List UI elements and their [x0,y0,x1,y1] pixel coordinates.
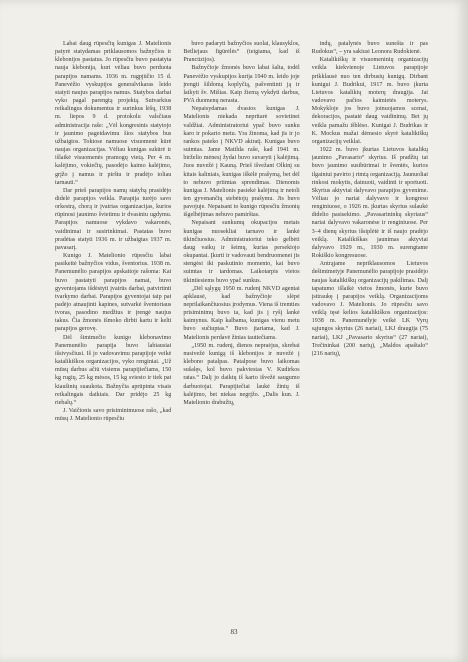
paragraph: Labai daug rūpesčių kunigas J. Matelionis patyrė statydamas priklausomos bažnyčios ir klebonijos pastatus. Jo rūpesčiu buvo pastatyta nauja klebonija, kuri vėliau buvo perduota parapijos namams. 1936 m. rugpjūčio 15 d. Panevėžio vyskupijos generalvikaras leido statyti naujus parapijos namus. Statybos darbai vyko pagal parengtą projektą. Sutvarkius reikalingus dokumentus ir surinkus lėšų, 1938 m. liepos 9 d. protokolu valsčiaus administracija raše: „Vėl kongresinis statytojo ir jaunimo pageidavimu šios statybos bus užbaigtos. Toktose namuose visuomenė kūrė naujas organizacijas. Vėliau kunigas sukūrė ir išlaikė visuomenės pramogų vietą. Per 4 m. kalėjimo, vokiečių, pasodėjo kaimo kalėjimo, grįžo į namus ir pirštu ir pradėjo toliau tarnauti.“ [55,41,172,186]
paragraph: indų, patalynės buvo sunešta ir pas Rudokus“, – yra sakiusi Leonora Rudokienė. [311,41,428,56]
paragraph: Nepaisydamas dvasios kunigas J. Matelionis niekada nepritarė sovietinei valdžiai. Administratoriui ypač buvo sunku karo ir pokario metu. Yra žinoma, kad jis ir jo rankos pateko į NKVD akiratį. Kunigas buvo suimtas. Jame Matilda raše, kad 1941 m. birželio mėnesį žydai buvo suvaryti į kalėjimą. Juos nuvežė į Kauną. Prieš išvežant Olkinį su kitais kaliniais, kunigas iškėlė prašymą, bet dėl to nebuvo priimtas sprendimas. Dienomis kunigas J. Matelionis pasiekė kalėjimą ir netoli ten gyvenančių stebėtojų prašymu. Jis buvo pavojuje. Nepaisant to kunigo rūpesčiu žmonių išgelbėjimas nebuvo pamirštas. [183,106,300,219]
column-right [312,40,428,600]
paragraph: Katalikiškų ir visuomeninių organizacijų veikla kiekvienoje Lietuvos parapijoje prikklausė nuo ten dirbusių kunigų. Dirbant kunigui J. Budrikui, 1917 m. buvo įkurta Lietuvos katalikių moterų draugija. Jai vadovavo pačios kaimietės moterys. Mokykloje jos buvo joinuojamos scenai, dekoracijos, pastatė daug vaidinimų. Bet jų veikla pamažu išblėso. Kunigai J. Budrikas ir K. Mockus mažai dėmesio skyrė katalikiškų organizacijų veiklai. [311,57,428,145]
paragraph: Nepaisant sunkumų okupacijos metais kunigas nuosekliai tarnavo ir lankė tikinčiuosius. Administratoriui teko gelbėti daug vaikų ir šeimų, kurias persekiojo okupantai. Įkurti ir vadovauti bendruomenei jis stengėsi iki paskutinio momento, kai buvo suimtas ir tardomas. Laikotarpis vietos tikintiesiems buvo ypač sunkus. [183,220,300,284]
paragraph: buvo padaryti bažnyčios suolai, klausyklos, Betliejaus figūrėlės“ (teigiama, kad iš Prancūzijos). [183,41,300,64]
paragraph: Bažnyčioje žmonės buvo labai šalta, todėl Panevėžio vyskupijos kurija 1940 m. leido joje įrengti šildomą koplyčią, pašventinti ją ir laikyti šv. Mišias. Kaip žiemą vykdyti darbus, PVA duomenų nerasta. [183,65,300,105]
column-left [55,40,171,600]
page-number: 83 [230,628,238,636]
paragraph: Kunigo J. Matelionio rūpesčiu labai pasikeitė bažnyčios vidus, šventorius. 1938 m. Panemunėlio parapijos apskaitoje rašoma: Kai buvo pastatyti parapijos namai, buvo gyventojams išdėstyti įvairūs darbai, patvirtinti tvarkymo darbai. Parapijos gyventojai taip pat padėjo atnaujinti kapines, sutvarkė šventoriaus tvoras, pasodino medžius ir įrengė naujus takus. Čia žmonės išmoko dirbti kartu ir kelti parapijos gerovę. [55,253,172,333]
paragraph: „Dėl sąlygų 1950 m. rudenį NKVD agentai apklausė, kad bažnyčioje slėpė neprilaikančiuosius įrodymus. Viena iš tremties prisiminimų buvo ta, kad jis į ryšį lankė kaimynus. Kaip kalbama, kunigas vienu metu buvo sučiuptas.“ Buvo įtariama, kad J. Matelionis perdavė žinias tautiečiams. [183,285,300,341]
paragraph: Antrąjame nepriklausomos Lietuvos dešimtmetyje Panemunėlio parapijoje prasidėjo naujas katalikiškų organizacijų pakilimas. Dalį tapatumo išlaikė vietos žmonės, kurie buvo įsitraukę į parapijos veiklą. Organizacijoms vadovavo J. Matelionis. Jo rūpesčiu savo veiklą tęsė kelios katalikiškos organizacijos: 1938 m. Panemunėlyje veikė LK Vyrų sąjungos skyrius (26 nariai), LKJ draugija (75 nariai), LKJ „Pavasario skyrius“ (27 nariai), Trečininkai (200 narių), „Maldos apaštalo“ (216 narių), [311,261,428,357]
paragraph: Dar prieš parapijos namų statybą prasidėjo didelė parapijos veikla. Parapija turėjo savo orkestrą, chorą ir įvairias organizacijas, kurios rūpinosi jaunimo švietimu ir dvasiniu ugdymu. Parapijos namuose vykdavo vakaronės, vaidinimai ir susirinkimai. Pastatas buvo pradėtas statyti 1936 m. ir užbaigtas 1937 m. pavasarį. [55,187,172,251]
text-columns [55,40,428,600]
paragraph: „1950 m. rudenį, dienos nepraėjus, skrebai nusivežė kunigą iš klebonijos ir nuvežė į klebono patalpas. Patalpose buvo laikomas sušalęs, kol buvo pakviestas V. Kudirkos ratas.“ Dalį jo daiktų iš karto išvežė saugumo darbuotojai. Parapijiečiai laukė žinių iš kalėjimo, bet niekas negrįžo. „Dalis kun. J. Matelionio drabužių, [183,342,300,406]
paragraph: 1922 m. buvo įkurtas Lietuvos katalikų jaunimo „Pavasario“ skyrius. Iš pradžių tai buvo jaunimo susibūrimai ir šventės, kurios ilgainiui pavirto į rimtą organizaciją. Jaunuoliai rinkosi mokytis, dainuoti, vaidinti ir sportuoti. Skyrius aktyviai dalyvavo parapijos gyvenime. Vėliau jo nariai dalyvavo ir kongreso renginiuose, o 1926 m. įkurtas skyrius sulaukė didelio pasisekimo. „Pavasarininkų skyriaus“ nariai dalyvavo vakaronėse ir renginiuose. Per 3–4 dienų skyrius išsiplėtė ir iš naujo pradėjo veiklą. Katalikiškas jaunimas aktyviai dalyvavo 1929 m., 1930 m. surengtame Rokiškio kongresuose. [311,147,428,260]
paragraph: J. Vaičionis savo prisiminimuose rašo, „kad mūsų J. Matelionio rūpesčiu [55,408,172,423]
column-middle [183,40,299,600]
paragraph: Dėl šimtmečio kunigo klebonavimo Panemunėlio parapija buvo labiausiai išsivysčiusi. Iš jo vadovavimu parapijoje veikė katalikiškos organizacijos, vyko renginiai. „Už mūsų darbus ačiū visiems parapijiečiams, 150 kg rugių, 25 kg mėsos, 15 kg sviesto ir tiek pat kiaušinių suaukota. Bažnyčia aprūpinta visais reikalingais daiktais. Dar pridėjo 25 kg riebalų.“ [55,334,172,406]
